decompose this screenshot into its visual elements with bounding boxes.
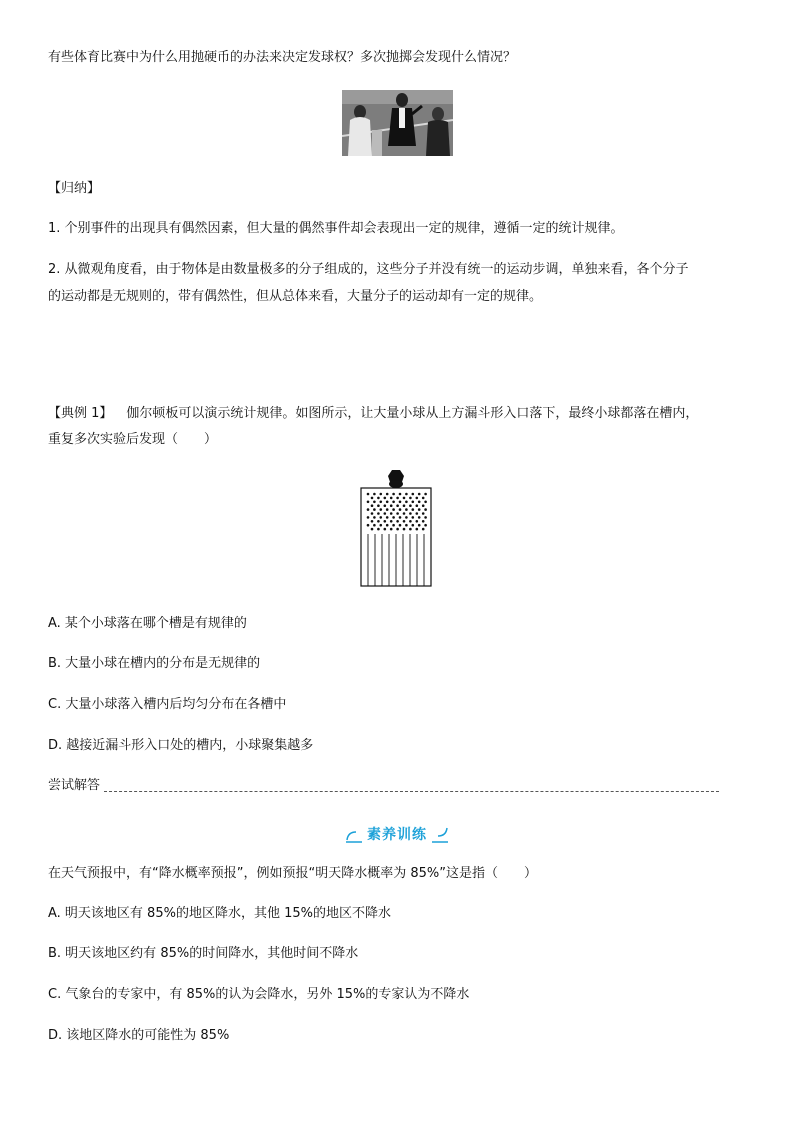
peg <box>418 508 421 511</box>
galton-board-figure <box>356 468 436 588</box>
coin-toss-photo <box>342 90 453 156</box>
peg <box>416 528 419 531</box>
example-1-option-a: A. 某个小球落在哪个槽是有规律的 <box>48 616 247 631</box>
peg <box>412 501 415 504</box>
peg <box>416 512 419 515</box>
peg <box>377 497 380 500</box>
example-1-label: 【典例 1】 <box>48 406 113 421</box>
peg <box>377 528 380 531</box>
peg <box>396 504 399 507</box>
peg <box>399 524 402 527</box>
peg <box>424 501 427 504</box>
peg <box>409 504 412 507</box>
summary-point-2: 2. 从微观角度看，由于物体是由数量极多的分子组成的，这些分子并没有统一的运动步调，单独来看，各个分子 <box>48 262 689 277</box>
funnel-base <box>389 480 403 488</box>
peg <box>390 497 393 500</box>
peg <box>386 524 389 527</box>
peg <box>409 512 412 515</box>
training-option-b: B. 明天该地区约有 85%的时间降水，其他时间不降水 <box>48 946 359 961</box>
peg <box>416 497 419 500</box>
peg <box>380 508 383 511</box>
training-option-c: C. 气象台的专家中，有 85%的认为会降水，另外 15%的专家认为不降水 <box>48 987 470 1002</box>
peg <box>373 524 376 527</box>
peg <box>390 528 393 531</box>
example-1-stem <box>48 406 698 422</box>
training-option-d: D. 该地区降水的可能性为 85% <box>48 1028 230 1043</box>
peg <box>380 524 383 527</box>
peg <box>424 524 427 527</box>
peg <box>422 528 425 531</box>
peg <box>392 493 395 496</box>
peg <box>392 501 395 504</box>
peg <box>371 497 374 500</box>
summary-heading: 【归纳】 <box>48 181 101 196</box>
peg <box>412 493 415 496</box>
training-option-a: A. 明天该地区有 85%的地区降水，其他 15%的地区不降水 <box>48 906 391 921</box>
peg <box>405 501 408 504</box>
peg <box>371 528 374 531</box>
peg <box>416 520 419 523</box>
peg <box>377 520 380 523</box>
example-1-option-d: D. 越接近漏斗形入口处的槽内，小球聚集越多 <box>48 738 314 753</box>
peg <box>405 516 408 519</box>
peg <box>405 524 408 527</box>
peg <box>392 516 395 519</box>
peg <box>399 493 402 496</box>
peg <box>373 493 376 496</box>
peg <box>403 528 406 531</box>
peg <box>371 512 374 515</box>
peg <box>373 516 376 519</box>
answer-blank-line <box>104 791 719 792</box>
peg <box>418 524 421 527</box>
summary-point-2-cont: 的运动都是无规则的，带有偶然性，但从总体来看，大量分子的运动却有一定的规律。 <box>48 289 543 304</box>
peg <box>384 520 387 523</box>
example-1-option-c: C. 大量小球落入槽内后均匀分布在各槽中 <box>48 697 287 712</box>
peg <box>403 512 406 515</box>
peg <box>409 520 412 523</box>
peg <box>367 501 370 504</box>
peg <box>422 504 425 507</box>
peg <box>380 516 383 519</box>
intro-question: 有些体育比赛中为什么用抛硬币的办法来决定发球权？多次抛掷会发现什么情况？ <box>48 50 517 65</box>
peg <box>386 516 389 519</box>
peg <box>380 493 383 496</box>
peg <box>367 516 370 519</box>
peg <box>371 504 374 507</box>
peg <box>390 520 393 523</box>
peg <box>422 512 425 515</box>
peg <box>412 516 415 519</box>
peg <box>424 493 427 496</box>
answer-prompt: 尝试解答 <box>48 778 101 793</box>
peg <box>384 512 387 515</box>
peg <box>424 516 427 519</box>
peg <box>403 504 406 507</box>
peg <box>403 520 406 523</box>
example-1-stem-text: 伽尔顿板可以演示统计规律。如图所示，让大量小球从上方漏斗形入口落下，最终小球都落在槽内， <box>126 406 699 421</box>
peg <box>367 493 370 496</box>
peg <box>396 497 399 500</box>
peg <box>392 524 395 527</box>
peg <box>399 516 402 519</box>
peg <box>405 508 408 511</box>
peg <box>396 528 399 531</box>
peg <box>412 508 415 511</box>
peg <box>403 497 406 500</box>
peg <box>377 512 380 515</box>
peg <box>367 524 370 527</box>
peg <box>416 504 419 507</box>
peg <box>380 501 383 504</box>
peg <box>386 501 389 504</box>
example-1-stem-line2: 重复多次实验后发现（ ） <box>48 432 218 447</box>
peg <box>390 504 393 507</box>
peg <box>405 493 408 496</box>
peg <box>386 493 389 496</box>
training-title-text: 素养训练 <box>367 827 427 843</box>
peg <box>399 508 402 511</box>
peg <box>371 520 374 523</box>
peg <box>384 497 387 500</box>
example-1-option-b: B. 大量小球在槽内的分布是无规律的 <box>48 656 261 671</box>
peg <box>384 504 387 507</box>
peg <box>418 516 421 519</box>
peg <box>418 493 421 496</box>
peg <box>367 508 370 511</box>
peg <box>396 512 399 515</box>
peg <box>384 528 387 531</box>
peg <box>412 524 415 527</box>
peg <box>373 508 376 511</box>
peg <box>422 497 425 500</box>
training-stem: 在天气预报中，有“降水概率预报”，例如预报“明天降水概率为 85%”这是指（ ） <box>48 866 537 881</box>
peg <box>399 501 402 504</box>
peg <box>392 508 395 511</box>
peg <box>386 508 389 511</box>
peg <box>373 501 376 504</box>
peg <box>409 528 412 531</box>
peg <box>390 512 393 515</box>
peg <box>424 508 427 511</box>
training-section-title <box>344 822 450 846</box>
peg <box>422 520 425 523</box>
peg <box>377 504 380 507</box>
summary-point-1: 1. 个别事件的出现具有偶然因素，但大量的偶然事件却会表现出一定的规律，遵循一定的统计规律。 <box>48 221 624 236</box>
peg <box>409 497 412 500</box>
peg <box>396 520 399 523</box>
peg <box>418 501 421 504</box>
